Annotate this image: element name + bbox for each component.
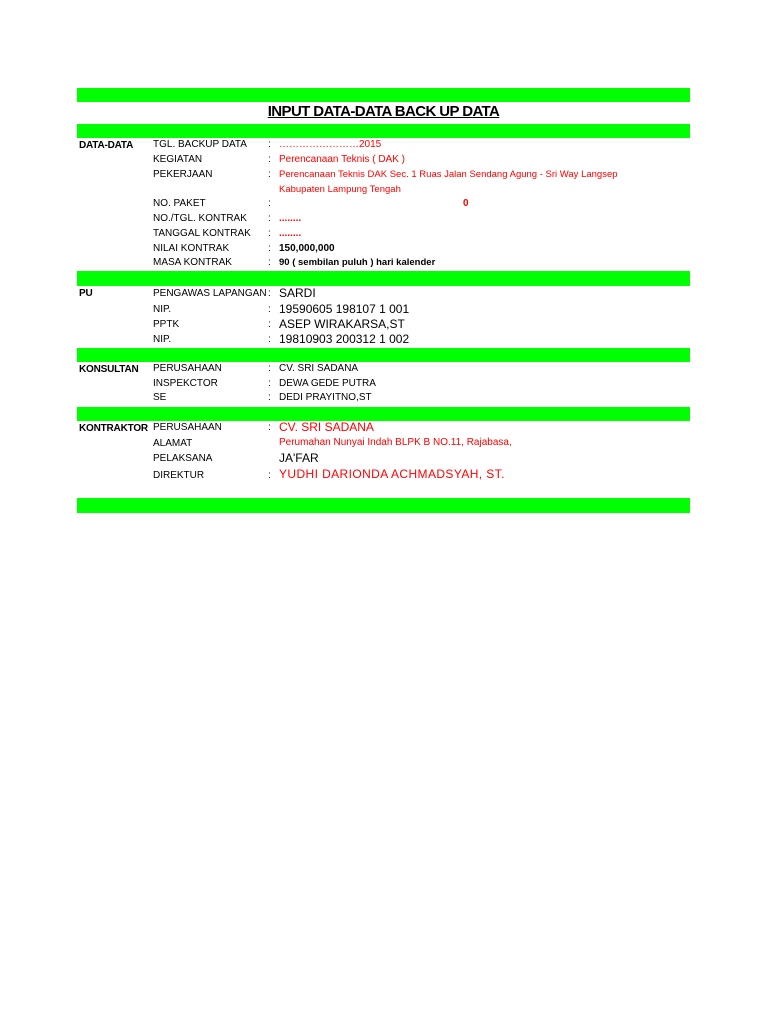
band-pu (77, 271, 690, 286)
section-label-konsultan: KONSULTAN (79, 364, 139, 375)
band-data-data (77, 124, 690, 138)
value-pekerjaan: Perencanaan Teknis DAK Sec. 1 Ruas Jalan Sendang Agung - Sri Way Langsep (279, 169, 618, 180)
colon: : (268, 422, 271, 433)
label-pengawas-lapangan: PENGAWAS LAPANGAN (153, 288, 267, 299)
label-se: SE (153, 392, 167, 403)
label-pptk: PPTK (153, 319, 180, 330)
band-konsultan (77, 348, 690, 362)
colon: : (268, 288, 271, 299)
colon: : (268, 319, 271, 330)
value-pelaksana: JA'FAR (279, 451, 319, 465)
label-no-tgl-kontrak: NO./TGL. KONTRAK (153, 213, 247, 224)
colon: : (268, 470, 271, 481)
label-alamat: ALAMAT (153, 438, 193, 449)
value-nip-1: 19590605 198107 1 001 (279, 302, 410, 316)
value-kegiatan: Perencanaan Teknis ( DAK ) (279, 154, 405, 165)
value-pekerjaan-line2: Kabupaten Lampung Tengah (279, 184, 401, 195)
value-nip-2: 19810903 200312 1 002 (279, 332, 410, 346)
value-masa-kontrak: 90 ( sembilan puluh ) hari kalender (279, 257, 436, 268)
colon: : (268, 213, 271, 224)
colon: : (268, 378, 271, 389)
value-no-paket: 0 (463, 198, 469, 209)
value-perusahaan-kontraktor: CV. SRI SADANA (279, 420, 374, 434)
label-nilai-kontrak: NILAI KONTRAK (153, 243, 230, 254)
top-band (77, 88, 690, 102)
value-nilai-kontrak: 150,000,000 (279, 243, 335, 254)
value-se: DEDI PRAYITNO,ST (279, 392, 372, 403)
colon: : (268, 304, 271, 315)
label-tanggal-kontrak: TANGGAL KONTRAK (153, 228, 251, 239)
colon: : (268, 334, 271, 345)
section-label-kontraktor: KONTRAKTOR (79, 423, 148, 434)
label-kegiatan: KEGIATAN (153, 154, 203, 165)
colon: : (268, 198, 271, 209)
value-direktur: YUDHI DARIONDA ACHMADSYAH, ST. (279, 467, 505, 481)
label-nip-2: NIP. (153, 334, 172, 345)
value-perusahaan-konsultan: CV. SRI SADANA (279, 363, 359, 374)
value-tanggal-kontrak: ........ (279, 228, 302, 239)
colon: : (268, 363, 271, 374)
label-direktur: DIREKTUR (153, 470, 205, 481)
label-nip-1: NIP. (153, 304, 172, 315)
label-pelaksana: PELAKSANA (153, 453, 213, 464)
colon: : (268, 257, 271, 268)
colon: : (268, 139, 271, 150)
value-pptk: ASEP WIRAKARSA,ST (279, 317, 405, 331)
colon: : (268, 154, 271, 165)
value-inspekctor: DEWA GEDE PUTRA (279, 378, 376, 389)
section-label-pu: PU (79, 288, 93, 299)
bottom-band (77, 498, 690, 513)
value-no-tgl-kontrak: ........ (279, 213, 302, 224)
section-label-data-data: DATA-DATA (79, 140, 134, 151)
label-perusahaan-konsultan: PERUSAHAAN (153, 363, 222, 374)
band-kontraktor (77, 407, 690, 421)
colon: : (268, 243, 271, 254)
colon: : (268, 228, 271, 239)
page-title: INPUT DATA-DATA BACK UP DATA (267, 103, 500, 120)
value-pengawas-lapangan: SARDI (279, 286, 316, 300)
colon: : (268, 169, 271, 180)
value-tgl-backup-data: ……………………2015 (279, 139, 382, 150)
colon: : (268, 392, 271, 403)
label-no-paket: NO. PAKET (153, 198, 206, 209)
label-tgl-backup-data: TGL. BACKUP DATA (153, 139, 247, 150)
label-pekerjaan: PEKERJAAN (153, 169, 213, 180)
value-alamat: Perumahan Nunyai Indah BLPK B NO.11, Rajabasa, (279, 437, 512, 448)
label-inspekctor: INSPEKCTOR (153, 378, 218, 389)
label-masa-kontrak: MASA KONTRAK (153, 257, 232, 268)
label-perusahaan-kontraktor: PERUSAHAAN (153, 422, 222, 433)
